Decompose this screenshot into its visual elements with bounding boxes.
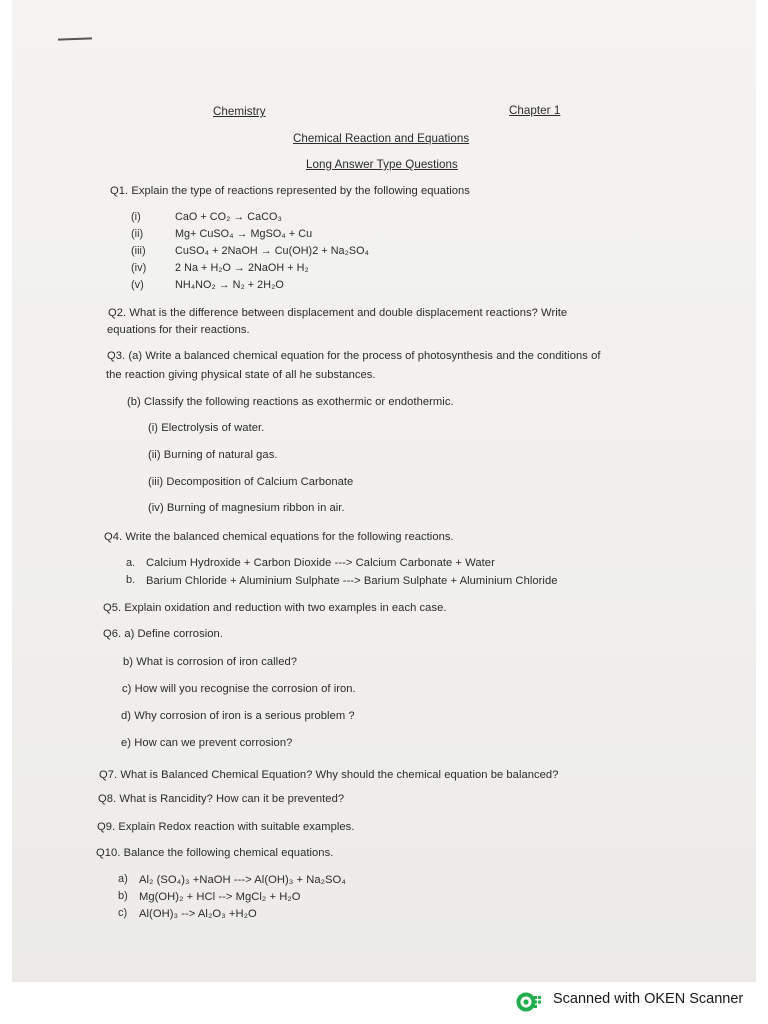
q1-item-number: (iii) <box>131 245 146 257</box>
q1-equation: CaO + CO₂ → CaCO₃ <box>175 211 282 223</box>
q10-equation: Al(OH)₃ --> Al₂O₃ +H₂O <box>139 908 257 920</box>
question-6a: Q6. a) Define corrosion. <box>103 628 223 640</box>
question-6d: d) Why corrosion of iron is a serious problem ? <box>121 710 355 722</box>
q1-item-number: (i) <box>131 211 141 223</box>
q1-equation: 2 Na + H₂O → 2NaOH + H₂ <box>175 262 309 274</box>
oken-scanner-logo-icon <box>516 992 546 1012</box>
subject-heading: Chemistry <box>213 105 266 118</box>
q3-reaction-item: (ii) Burning of natural gas. <box>148 449 278 461</box>
question-2-line-1: Q2. What is the difference between displacement and double displacement reactions? Write <box>108 307 568 319</box>
section-title: Long Answer Type Questions <box>306 158 458 171</box>
q4-item-number: a. <box>126 557 136 569</box>
question-6e: e) How can we prevent corrosion? <box>121 737 293 749</box>
q4-item-number: b. <box>126 574 136 586</box>
question-7: Q7. What is Balanced Chemical Equation? Why should the chemical equation be balanced? <box>99 769 559 781</box>
question-5: Q5. Explain oxidation and reduction with two examples in each case. <box>103 602 447 614</box>
document-title: Chemical Reaction and Equations <box>293 132 470 145</box>
q10-item-number: a) <box>118 873 128 885</box>
q3-reaction-item: (iii) Decomposition of Calcium Carbonate <box>148 476 354 488</box>
q1-equation: Mg+ CuSO₄ → MgSO₄ + Cu <box>175 228 313 240</box>
question-10: Q10. Balance the following chemical equations. <box>96 847 334 859</box>
q1-item-number: (v) <box>131 279 144 291</box>
question-3-line-2: the reaction giving physical state of all he substances. <box>106 369 376 381</box>
q3-reaction-item: (iv) Burning of magnesium ribbon in air. <box>148 502 345 514</box>
question-9: Q9. Explain Redox reaction with suitable examples. <box>97 821 355 833</box>
scanner-watermark-text: Scanned with OKEN Scanner <box>553 991 744 1007</box>
q1-equation: NH₄NO₂ → N₂ + 2H₂O <box>175 279 284 291</box>
q10-item-number: b) <box>118 890 128 902</box>
q4-reaction: Barium Chloride + Aluminium Sulphate ---> Barium Sulphate + Aluminium Chloride <box>146 575 558 587</box>
q1-equation: CuSO₄ + 2NaOH → Cu(OH)2 + Na₂SO₄ <box>175 245 370 257</box>
question-4: Q4. Write the balanced chemical equations for the following reactions. <box>104 531 454 543</box>
question-8: Q8. What is Rancidity? How can it be prevented? <box>98 793 345 805</box>
q1-item-number: (ii) <box>131 228 144 240</box>
question-6b: b) What is corrosion of iron called? <box>123 656 298 668</box>
question-6c: c) How will you recognise the corrosion of iron. <box>122 683 356 695</box>
question-2-line-2: equations for their reactions. <box>107 324 250 336</box>
question-1: Q1. Explain the type of reactions represented by the following equations <box>110 185 470 197</box>
scanned-page <box>12 0 756 982</box>
chapter-heading: Chapter 1 <box>509 104 561 117</box>
q1-item-number: (iv) <box>131 262 147 274</box>
q10-equation: Mg(OH)₂ + HCl --> MgCl₂ + H₂O <box>139 891 301 903</box>
q4-reaction: Calcium Hydroxide + Carbon Dioxide ---> Calcium Carbonate + Water <box>146 557 495 569</box>
q10-equation: Al₂ (SO₄)₃ +NaOH ---> Al(OH)₃ + Na₂SO₄ <box>139 874 346 886</box>
q10-item-number: c) <box>118 907 128 919</box>
question-3b: (b) Classify the following reactions as exothermic or endothermic. <box>127 396 454 408</box>
q3-reaction-item: (i) Electrolysis of water. <box>148 422 265 434</box>
question-3-line-1: Q3. (a) Write a balanced chemical equation for the process of photosynthesis and the conditions of <box>107 350 601 362</box>
